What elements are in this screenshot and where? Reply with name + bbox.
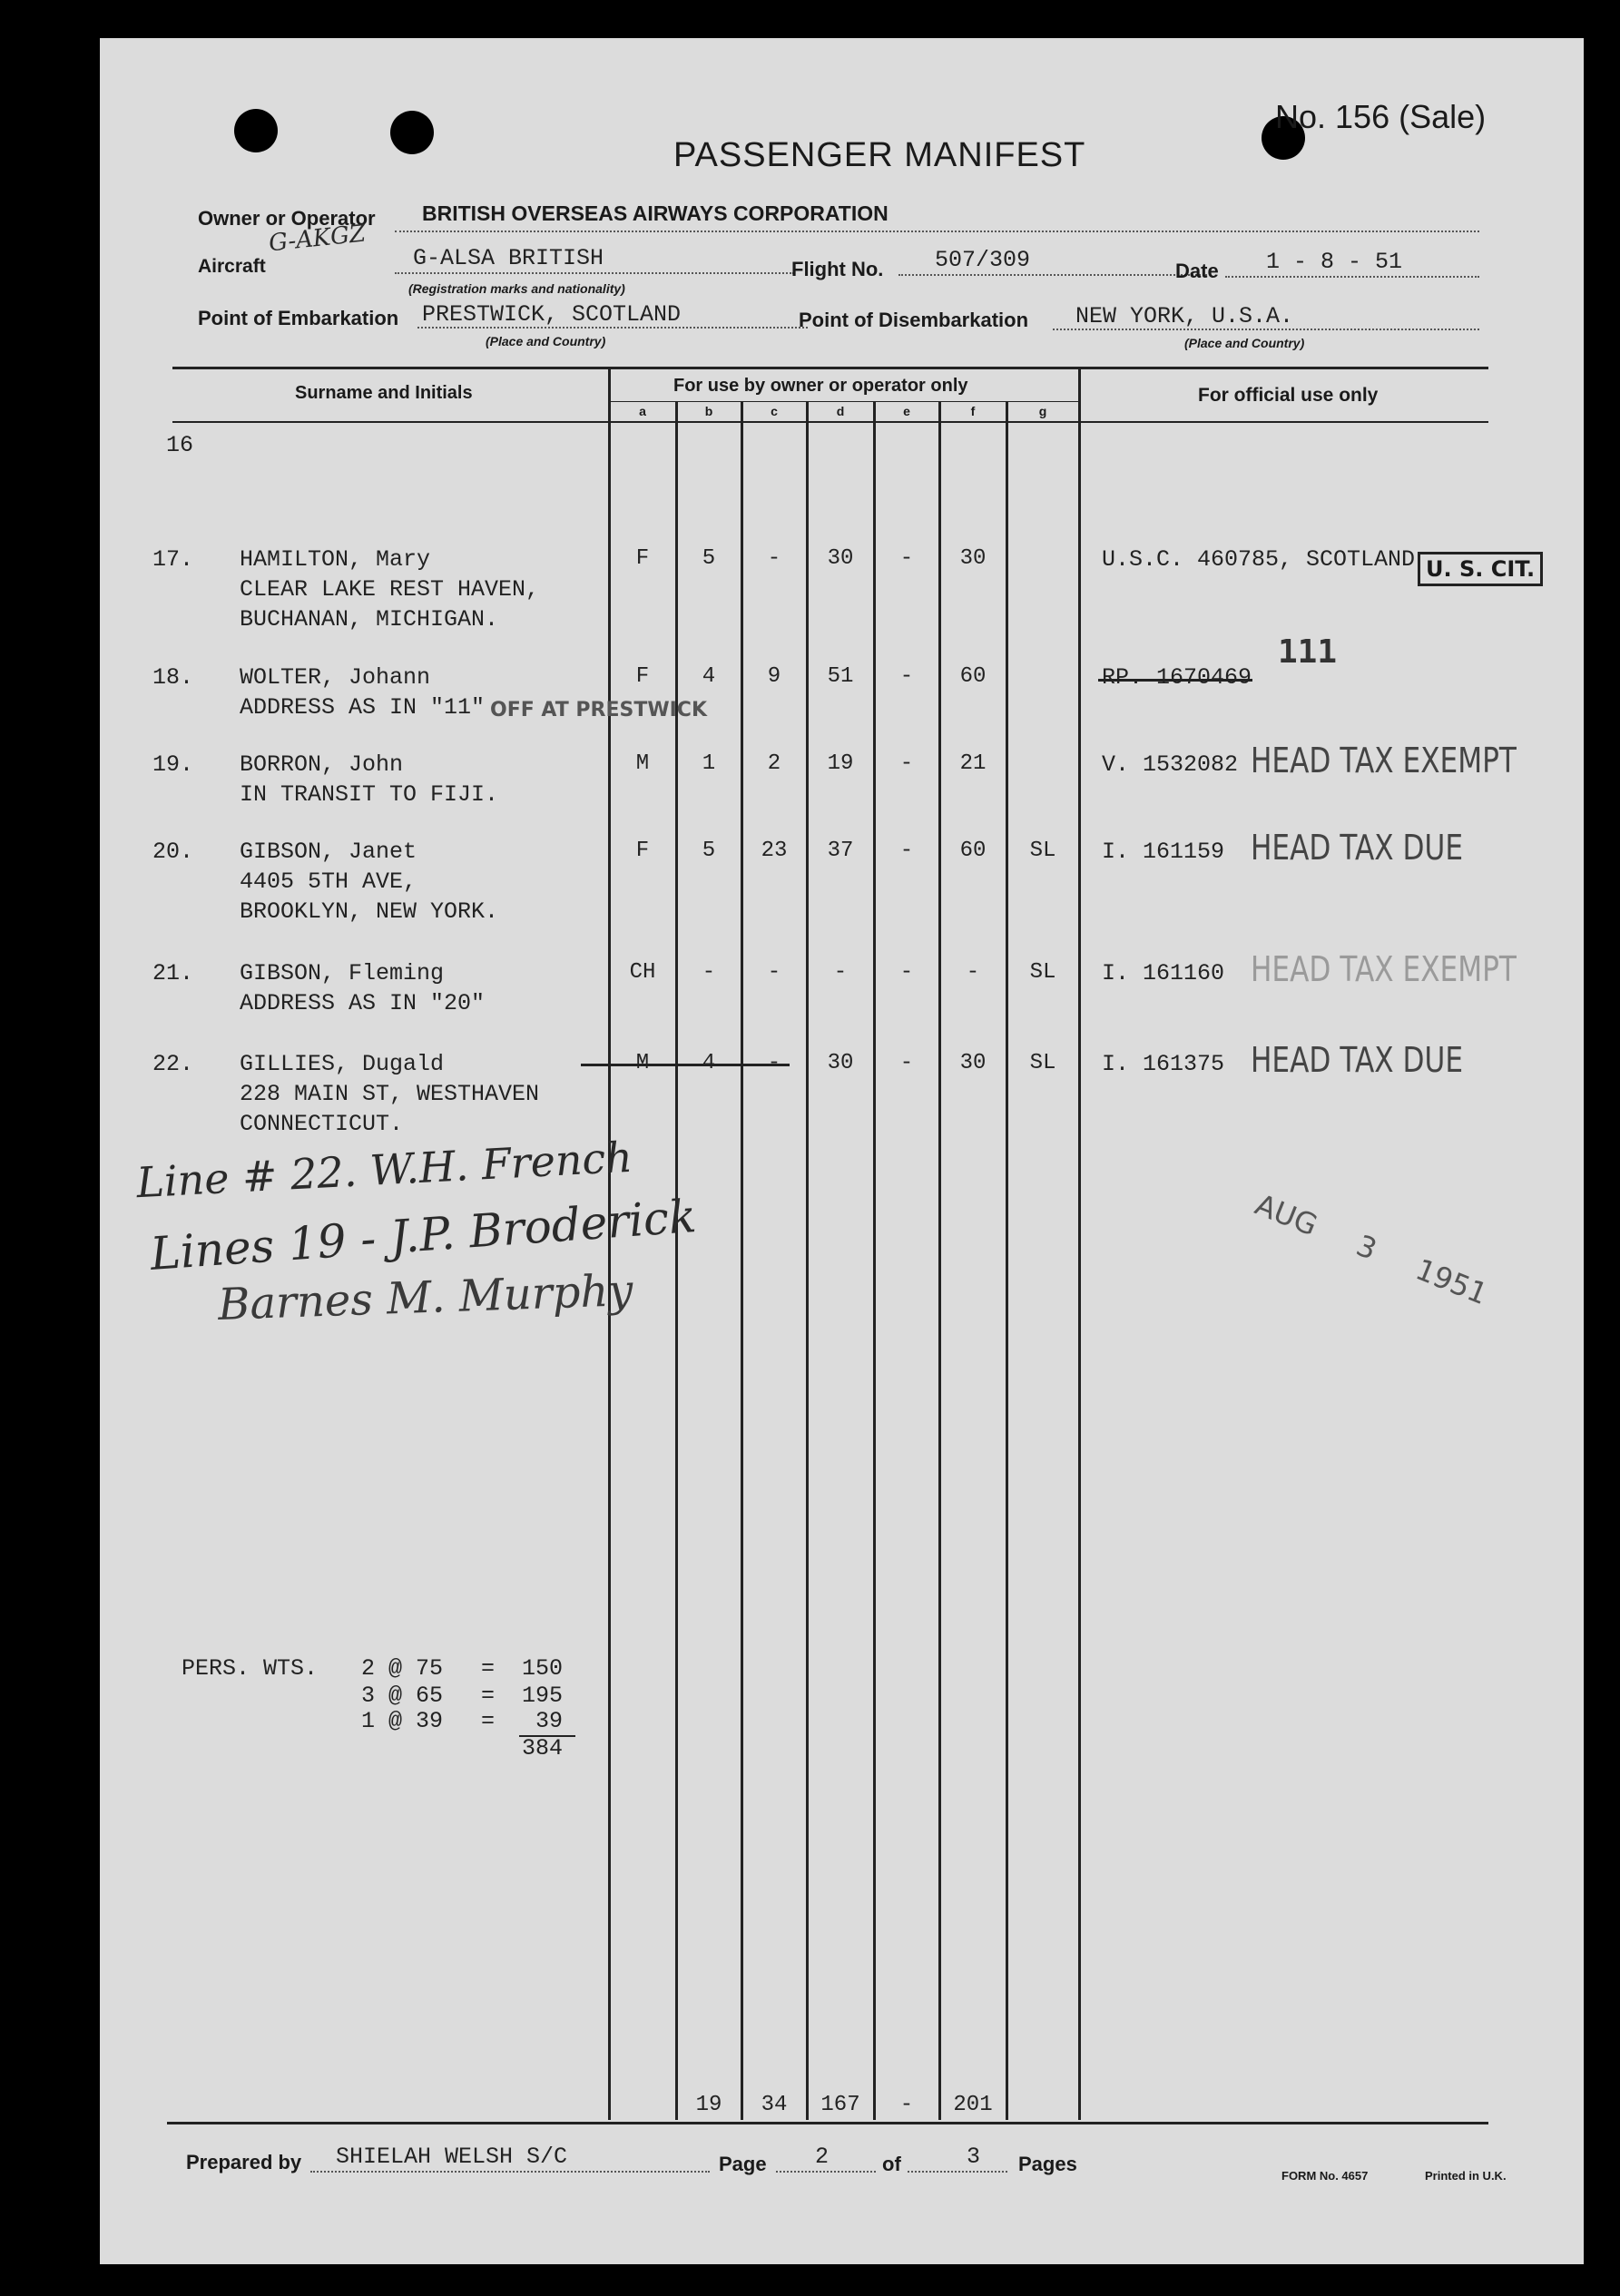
header-bottom-line	[172, 421, 1488, 423]
cell-a: F	[635, 664, 650, 689]
weights-label: PERS. WTS.	[182, 1655, 319, 1682]
date-stamp: AUG 3 1951	[1250, 1187, 1493, 1312]
cell-f: 60	[959, 839, 987, 863]
prepared-dotline	[310, 2171, 710, 2173]
page-value: 2	[815, 2144, 830, 2170]
embark-dotline	[417, 327, 808, 329]
cell-f: -	[966, 960, 980, 985]
prepared-value: SHIELAH WELSH S/C	[336, 2144, 568, 2170]
date-dotline	[1225, 276, 1479, 278]
cell-b: 5	[702, 839, 716, 863]
total-d: 167	[820, 2093, 860, 2117]
cell-e: -	[899, 664, 914, 689]
cell-b: 1	[702, 751, 716, 776]
cell-e: -	[899, 546, 914, 571]
cell-d: 37	[827, 839, 854, 863]
passenger-address: BUCHANAN, MICHIGAN.	[240, 606, 499, 633]
cell-f: 30	[959, 1051, 987, 1075]
flight-value: 507/309	[935, 247, 1031, 273]
disembark-dotline	[1053, 329, 1479, 330]
cell-d: 51	[827, 664, 854, 689]
cell-d: 30	[827, 546, 854, 571]
head-tax-stamp: HEAD TAX EXEMPT	[1251, 741, 1517, 780]
cell-e: -	[899, 751, 914, 776]
cell-a: M	[635, 751, 650, 776]
disembark-note: (Place and Country)	[1184, 336, 1305, 350]
subcol-a: a	[639, 404, 646, 418]
passenger-address: ADDRESS AS IN "11"	[240, 694, 486, 721]
col-divider-e	[938, 401, 941, 2120]
total-e: -	[899, 2093, 914, 2117]
col-divider-c	[806, 401, 809, 2120]
total-c: 34	[761, 2093, 788, 2117]
page-title: PASSENGER MANIFEST	[673, 136, 1086, 174]
page-label: Page	[719, 2153, 767, 2175]
passenger-address: CLEAR LAKE REST HAVEN,	[240, 576, 540, 603]
owner-label: Owner or Operator	[198, 207, 376, 230]
aircraft-handwritten: G-AKGZ	[267, 220, 368, 258]
punch-hole-left	[234, 109, 278, 152]
disembark-label: Point of Disembarkation	[799, 309, 1029, 331]
cell-c: 23	[761, 839, 788, 863]
form-number: No. 156 (Sale)	[1275, 98, 1487, 135]
passenger-name: HAMILTON, Mary	[240, 546, 431, 573]
col-divider-d	[873, 401, 876, 2120]
registration-note: (Registration marks and nationality)	[408, 281, 625, 296]
passenger-address: 228 MAIN ST, WESTHAVEN	[240, 1081, 540, 1107]
weights-value-1: 150	[522, 1655, 564, 1682]
owner-use-header: For use by owner or operator only	[673, 376, 968, 396]
punch-hole-middle	[390, 111, 434, 154]
passenger-name: GILLIES, Dugald	[240, 1051, 445, 1077]
row-number: 20.	[152, 839, 194, 865]
row-number: 17.	[152, 546, 194, 573]
cell-g: SL	[1029, 1051, 1056, 1075]
col-divider-g	[1078, 367, 1081, 2120]
head-tax-stamp: HEAD TAX EXEMPT	[1251, 949, 1517, 989]
col-divider-f	[1006, 401, 1008, 2120]
cell-a: CH	[629, 960, 656, 985]
weights-total: 384	[522, 1735, 564, 1761]
passenger-name: GIBSON, Janet	[240, 839, 417, 865]
cell-a: F	[635, 546, 650, 571]
head-tax-stamp: HEAD TAX DUE	[1251, 828, 1464, 868]
weights-value-2: 195	[522, 1683, 564, 1709]
cell-a: F	[635, 839, 650, 863]
strike-official-18	[1098, 679, 1252, 682]
embark-value: PRESTWICK, SCOTLAND	[422, 301, 682, 328]
table-top-line	[172, 367, 1488, 369]
total-b: 19	[695, 2093, 722, 2117]
cell-g: SL	[1029, 960, 1056, 985]
subcol-g: g	[1038, 404, 1047, 418]
passenger-stamp-note: OFF AT PRESTWICK	[490, 699, 707, 721]
embark-label: Point of Embarkation	[198, 307, 399, 329]
cell-b: 4	[702, 1051, 716, 1075]
official-entry: I. 161160	[1102, 960, 1225, 986]
of-value: 3	[967, 2144, 981, 2170]
flight-label: Flight No.	[791, 258, 884, 280]
cell-c: -	[767, 1051, 781, 1075]
manifest-page	[100, 38, 1584, 2264]
cell-e: -	[899, 1051, 914, 1075]
passenger-address: IN TRANSIT TO FIJI.	[240, 781, 499, 808]
cell-b: 5	[702, 546, 716, 571]
weights-eq-1: =	[481, 1655, 496, 1682]
surname-header: Surname and Initials	[295, 383, 473, 403]
of-dotline	[908, 2171, 1007, 2173]
page-dotline	[776, 2171, 876, 2173]
table-bottom-line	[167, 2122, 1488, 2124]
cell-a: M	[635, 1051, 650, 1075]
weights-count-1: 2 @ 75	[361, 1655, 444, 1682]
col-divider-a	[675, 401, 678, 2120]
handwritten-note-2: Lines 19 - J.P. Broderick	[148, 1190, 699, 1280]
col-divider-b	[741, 401, 743, 2120]
passenger-name: BORRON, John	[240, 751, 404, 778]
printed-label: Printed in U.K.	[1425, 2169, 1507, 2183]
passenger-name: GIBSON, Fleming	[240, 960, 445, 986]
owner-value: BRITISH OVERSEAS AIRWAYS CORPORATION	[422, 201, 889, 225]
aircraft-label: Aircraft	[198, 256, 266, 277]
cell-b: 4	[702, 664, 716, 689]
embark-note: (Place and Country)	[486, 334, 606, 348]
citizen-stamp: U. S. CIT.	[1418, 552, 1543, 586]
cell-d: 19	[827, 751, 854, 776]
cell-d: -	[833, 960, 848, 985]
subcol-b: b	[704, 404, 713, 418]
cell-c: 2	[767, 751, 781, 776]
form-number-label: FORM No. 4657	[1281, 2169, 1369, 2183]
subcol-d: d	[836, 404, 845, 418]
official-entry: V. 1532082	[1102, 751, 1239, 778]
of-label: of	[882, 2153, 901, 2175]
official-entry: I. 161159	[1102, 839, 1225, 865]
weights-value-3: 39	[535, 1708, 564, 1734]
pages-label: Pages	[1018, 2153, 1077, 2175]
cell-f: 30	[959, 546, 987, 571]
cell-c: -	[767, 960, 781, 985]
cell-e: -	[899, 960, 914, 985]
weights-eq-3: =	[481, 1708, 496, 1734]
strike-cols-22	[581, 1064, 790, 1066]
official-entry: U.S.C. 460785, SCOTLAND	[1102, 546, 1416, 573]
row-number: 18.	[152, 664, 194, 691]
row-number: 19.	[152, 751, 194, 778]
passenger-address: ADDRESS AS IN "20"	[240, 990, 486, 1016]
passenger-address: 4405 5TH AVE,	[240, 868, 417, 895]
cell-c: -	[767, 546, 781, 571]
cell-f: 60	[959, 664, 987, 689]
cell-d: 30	[827, 1051, 854, 1075]
subcol-c: c	[771, 404, 778, 418]
aircraft-dotline	[395, 272, 794, 274]
cell-f: 21	[959, 751, 987, 776]
subcol-e: e	[903, 404, 910, 418]
official-entry: I. 161375	[1102, 1051, 1225, 1077]
aircraft-value: G-ALSA BRITISH	[413, 245, 604, 271]
official-use-header: For official use only	[1198, 385, 1379, 406]
start-number: 16	[166, 432, 194, 458]
cell-e: -	[899, 839, 914, 863]
prepared-label: Prepared by	[186, 2151, 302, 2173]
official-entry: RP. 1670469	[1102, 664, 1252, 691]
passenger-address: BROOKLYN, NEW YORK.	[240, 898, 499, 925]
owner-dotline	[395, 231, 1479, 232]
flight-dotline	[898, 274, 1207, 276]
date-label: Date	[1175, 260, 1219, 282]
cell-c: 9	[767, 664, 781, 689]
total-f: 201	[953, 2093, 993, 2117]
disembark-value: NEW YORK, U.S.A.	[1075, 303, 1294, 329]
cell-g: SL	[1029, 839, 1056, 863]
weights-eq-2: =	[481, 1683, 496, 1709]
row-number: 21.	[152, 960, 194, 986]
cell-b: -	[702, 960, 716, 985]
subcol-f: f	[970, 404, 976, 418]
passenger-name: WOLTER, Johann	[240, 664, 431, 691]
date-value: 1 - 8 - 51	[1266, 249, 1403, 275]
passenger-address: CONNECTICUT.	[240, 1111, 404, 1137]
weights-count-3: 1 @ 39	[361, 1708, 444, 1734]
handwritten-note-1: Line # 22. W.H. French	[134, 1132, 634, 1208]
head-tax-stamp: HEAD TAX DUE	[1251, 1040, 1464, 1080]
weights-count-2: 3 @ 65	[361, 1683, 444, 1709]
handwritten-note-3: Barnes M. Murphy	[217, 1265, 634, 1330]
row-number: 22.	[152, 1051, 194, 1077]
stamp-111: 111	[1278, 633, 1338, 671]
